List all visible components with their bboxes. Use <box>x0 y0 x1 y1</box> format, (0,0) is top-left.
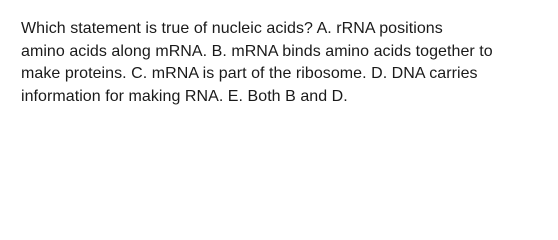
question-text <box>21 18 551 108</box>
question-line: Which statement is true of nucleic acids? A. rRNA positions <box>21 20 443 37</box>
question-line: information for making RNA. E. Both B and D. <box>21 87 348 105</box>
question-line: make proteins. C. mRNA is part of the ribosome. D. DNA carries <box>21 65 478 82</box>
question-line: amino acids along mRNA. B. mRNA binds amino acids together to <box>21 42 493 60</box>
